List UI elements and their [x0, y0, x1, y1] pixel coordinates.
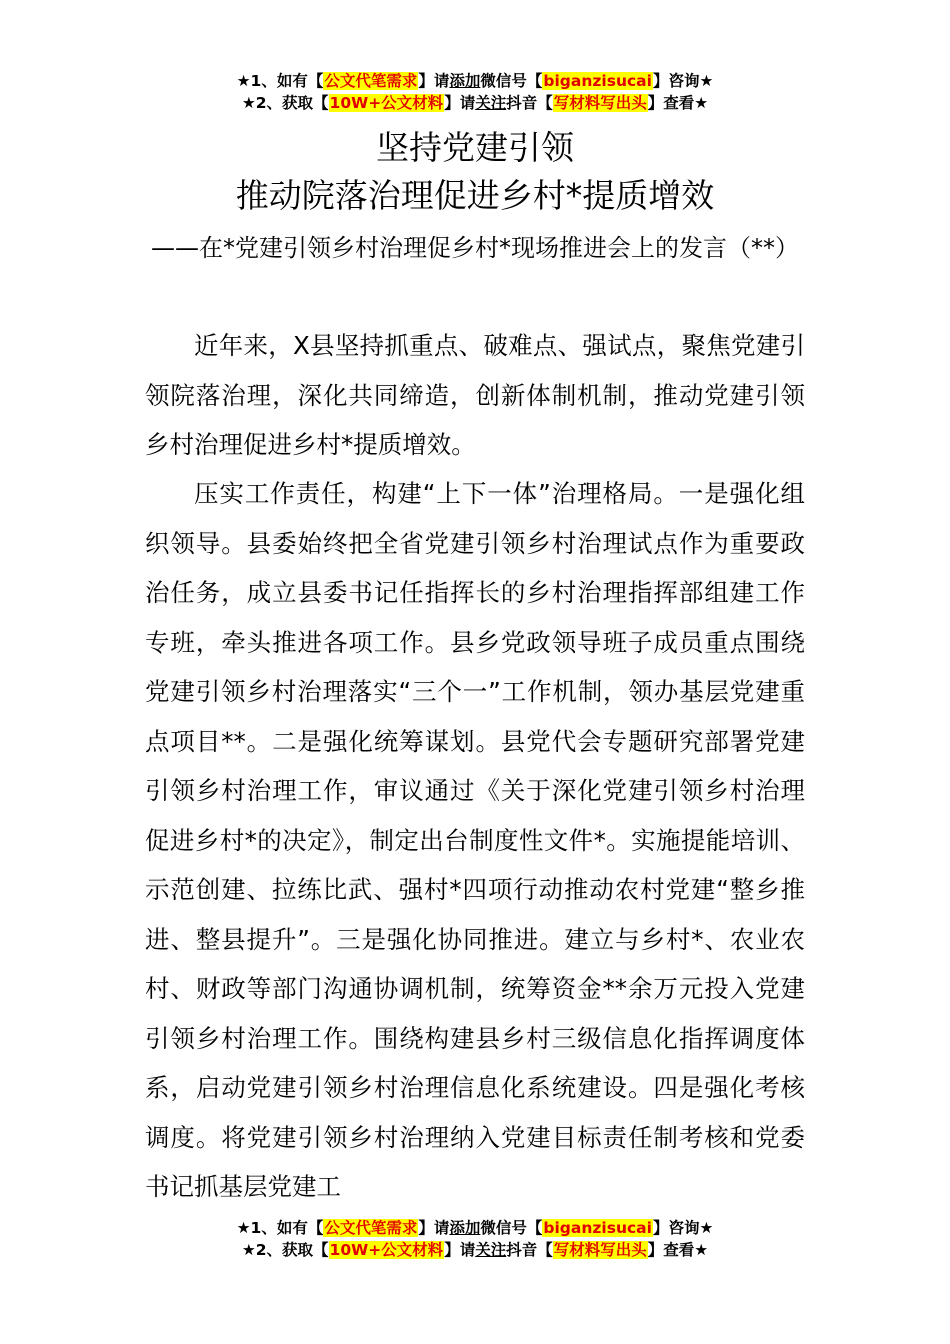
- highlight-tag: 公文代笔需求: [324, 1219, 418, 1237]
- wechat-id: biganzisucai: [543, 1219, 652, 1237]
- underlined-text: 关注: [475, 94, 507, 112]
- banner-line-2: ★2、获取【10W+公文材料】请关注抖音【写材料写出头】查看★: [241, 1241, 709, 1259]
- document-title-line-2: 推动院落治理促进乡村*提质增效: [235, 176, 715, 215]
- header-banner: [0, 70, 950, 114]
- highlight-tag: 10W+公文材料: [329, 1241, 444, 1259]
- body-paragraph-1: [145, 321, 805, 470]
- banner-line-2: ★2、获取【10W+公文材料】请关注抖音【写材料写出头】查看★: [241, 94, 709, 112]
- paragraph-text: 近年来，X县坚持抓重点、破难点、强试点，聚焦党建引领院落治理，深化共同缔造，创新体制机制，推动党建引领乡村治理促进乡村*提质增效。: [145, 331, 805, 459]
- footer-banner: [0, 1217, 950, 1261]
- douyin-account: 写材料写出头: [553, 94, 647, 112]
- paragraph-text: 压实工作责任，构建“上下一体”治理格局。一是强化组织领导。县委始终把全省党建引领乡村治理试点作为重要政治任务，成立县委书记任指挥长的乡村治理指挥部组建工作专班，牵头推进各项工作。县乡党政领导班子成员重点围绕党建引领乡村治理落实“三个一”工作机制，领办基层党建重点项目**。二是强化统筹谋划。县党代会专题研究部署党建引领乡村治理工作，审议通过《关于深化党建引领乡村治理促进乡村*的决定》，制定出台制度性文件*。实施提能培训、示范创建、拉练比武、强村*四项行动推动农村党建“整乡推进、整县提升”。三是强化协同推进。建立与乡村*、农业农村、财政等部门沟通协调机制，统筹资金**余万元投入党建引领乡村治理工作。围绕构建县乡村三级信息化指挥调度体系，启动党建引领乡村治理信息化系统建设。四是强化考核调度。将党建引领乡村治理纳入党建目标责任制考核和党委书记抓基层党建工: [145, 479, 805, 1201]
- highlight-tag: 10W+公文材料: [329, 94, 444, 112]
- wechat-id: biganzisucai: [543, 72, 652, 90]
- underlined-text: 添加: [449, 72, 481, 90]
- underlined-text: 添加: [449, 1219, 481, 1237]
- document-subtitle: ——在*党建引领乡村治理促乡村*现场推进会上的发言（**）: [151, 234, 799, 262]
- body-paragraph-2: [145, 469, 805, 1212]
- highlight-tag: 公文代笔需求: [324, 72, 418, 90]
- underlined-text: 关注: [475, 1241, 507, 1259]
- document-title-line-1: 坚持党建引领: [376, 128, 574, 167]
- banner-line-1: ★1、如有【公文代笔需求】请添加微信号【biganzisucai】咨询★: [236, 1219, 714, 1237]
- banner-line-1: ★1、如有【公文代笔需求】请添加微信号【biganzisucai】咨询★: [236, 72, 714, 90]
- douyin-account: 写材料写出头: [553, 1241, 647, 1259]
